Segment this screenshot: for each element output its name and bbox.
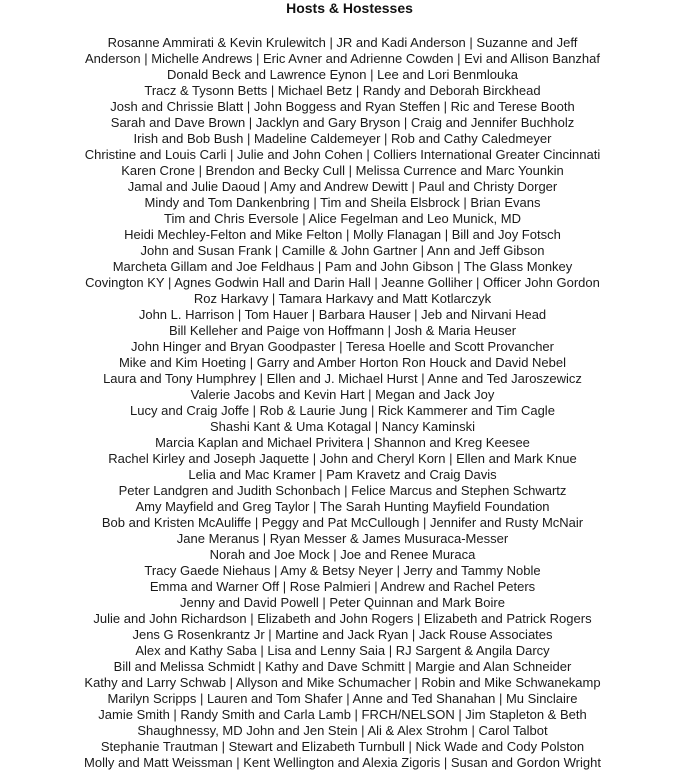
host-line: Christine and Louis Carli | Julie and John Cohen | Colliers International Greater Cincinnati xyxy=(84,147,601,162)
host-line: Amy Mayfield and Greg Taylor | The Sarah Hunting Mayfield Foundation xyxy=(135,499,550,514)
host-line: Julie and John Richardson | Elizabeth and John Rogers | Elizabeth and Patrick Rogers xyxy=(93,611,592,626)
host-line: Laura and Tony Humphrey | Ellen and J. Michael Hurst | Anne and Ted Jaroszewicz xyxy=(103,371,582,386)
host-line: Tracy Gaede Niehaus | Amy & Betsy Neyer | Jerry and Tammy Noble xyxy=(144,563,541,578)
host-line: Covington KY | Agnes Godwin Hall and Darin Hall | Jeanne Golliher | Officer John Gordon xyxy=(85,275,600,290)
host-line: Tim and Chris Eversole | Alice Fegelman and Leo Munick, MD xyxy=(164,211,521,226)
host-line: Shaughnessy, MD John and Jen Stein | Ali & Alex Strohm | Carol Talbot xyxy=(137,723,548,738)
host-line: Norah and Joe Mock | Joe and Renee Muraca xyxy=(209,547,476,562)
host-line: Anderson | Michelle Andrews | Eric Avner and Adrienne Cowden | Evi and Allison Banzhaf xyxy=(84,51,601,66)
host-line: Jane Meranus | Ryan Messer & James Musuraca-Messer xyxy=(176,531,509,546)
host-line: Marcheta Gillam and Joe Feldhaus | Pam and John Gibson | The Glass Monkey xyxy=(112,259,573,274)
host-line: Karen Crone | Brendon and Becky Cull | Melissa Currence and Marc Younkin xyxy=(121,163,564,178)
host-line: Roz Harkavy | Tamara Harkavy and Matt Kotlarczyk xyxy=(193,291,492,306)
host-line: Bob and Kristen McAuliffe | Peggy and Pat McCullough | Jennifer and Rusty McNair xyxy=(101,515,584,530)
host-line: Jenny and David Powell | Peter Quinnan and Mark Boire xyxy=(180,595,505,610)
host-line: Stephanie Trautman | Stewart and Elizabeth Turnbull | Nick Wade and Cody Polston xyxy=(100,739,585,754)
hosts-list xyxy=(0,35,699,771)
host-line: Donald Beck and Lawrence Eynon | Lee and Lori Benmlouka xyxy=(167,67,518,82)
host-line: Shashi Kant & Uma Kotagal | Nancy Kaminski xyxy=(210,419,475,434)
host-line: Valerie Jacobs and Kevin Hart | Megan and Jack Joy xyxy=(190,387,495,402)
host-line: Bill and Melissa Schmidt | Kathy and Dave Schmitt | Margie and Alan Schneider xyxy=(113,659,572,674)
host-line: Bill Kelleher and Paige von Hoffmann | Josh & Maria Heuser xyxy=(168,323,517,338)
host-line: Kathy and Larry Schwab | Allyson and Mike Schumacher | Robin and Mike Schwanekamp xyxy=(84,675,601,690)
host-line: Molly and Matt Weissman | Kent Wellington and Alexia Zigoris | Susan and Gordon Wright xyxy=(84,755,601,770)
host-line: John and Susan Frank | Camille & John Gartner | Ann and Jeff Gibson xyxy=(140,243,545,258)
host-line: Emma and Warner Off | Rose Palmieri | Andrew and Rachel Peters xyxy=(149,579,536,594)
host-line: Jamal and Julie Daoud | Amy and Andrew Dewitt | Paul and Christy Dorger xyxy=(127,179,558,194)
host-line: Irish and Bob Bush | Madeline Caldemeyer | Rob and Cathy Caledmeyer xyxy=(133,131,552,146)
host-line: Heidi Mechley-Felton and Mike Felton | Molly Flanagan | Bill and Joy Fotsch xyxy=(124,227,561,242)
host-line: Josh and Chrissie Blatt | John Boggess and Ryan Steffen | Ric and Terese Booth xyxy=(110,99,575,114)
host-line: Marcia Kaplan and Michael Privitera | Shannon and Kreg Keesee xyxy=(155,435,530,450)
host-line: Jens G Rosenkrantz Jr | Martine and Jack Ryan | Jack Rouse Associates xyxy=(132,627,553,642)
host-line: Tracz & Tysonn Betts | Michael Betz | Randy and Deborah Birckhead xyxy=(144,83,541,98)
host-line: Rosanne Ammirati & Kevin Krulewitch | JR and Kadi Anderson | Suzanne and Jeff xyxy=(107,35,578,50)
host-line: Marilyn Scripps | Lauren and Tom Shafer | Anne and Ted Shanahan | Mu Sinclaire xyxy=(107,691,578,706)
host-line: Sarah and Dave Brown | Jacklyn and Gary Bryson | Craig and Jennifer Buchholz xyxy=(110,115,575,130)
host-line: Rachel Kirley and Joseph Jaquette | John and Cheryl Korn | Ellen and Mark Knue xyxy=(108,451,577,466)
host-line: Alex and Kathy Saba | Lisa and Lenny Saia | RJ Sargent & Angila Darcy xyxy=(135,643,550,658)
host-line: Jamie Smith | Randy Smith and Carla Lamb | FRCH/NELSON | Jim Stapleton & Beth xyxy=(98,707,587,722)
host-line: Peter Landgren and Judith Schonbach | Felice Marcus and Stephen Schwartz xyxy=(118,483,567,498)
host-line: Lelia and Mac Kramer | Pam Kravetz and Craig Davis xyxy=(188,467,497,482)
host-line: John L. Harrison | Tom Hauer | Barbara Hauser | Jeb and Nirvani Head xyxy=(138,307,547,322)
host-line: Mike and Kim Hoeting | Garry and Amber Horton Ron Houck and David Nebel xyxy=(118,355,567,370)
host-line: Lucy and Craig Joffe | Rob & Laurie Jung | Rick Kammerer and Tim Cagle xyxy=(130,403,555,418)
page-title: Hosts & Hostesses xyxy=(286,0,413,16)
host-line: John Hinger and Bryan Goodpaster | Teresa Hoelle and Scott Provancher xyxy=(131,339,554,354)
host-line: Mindy and Tom Dankenbring | Tim and Sheila Elsbrock | Brian Evans xyxy=(144,195,541,210)
